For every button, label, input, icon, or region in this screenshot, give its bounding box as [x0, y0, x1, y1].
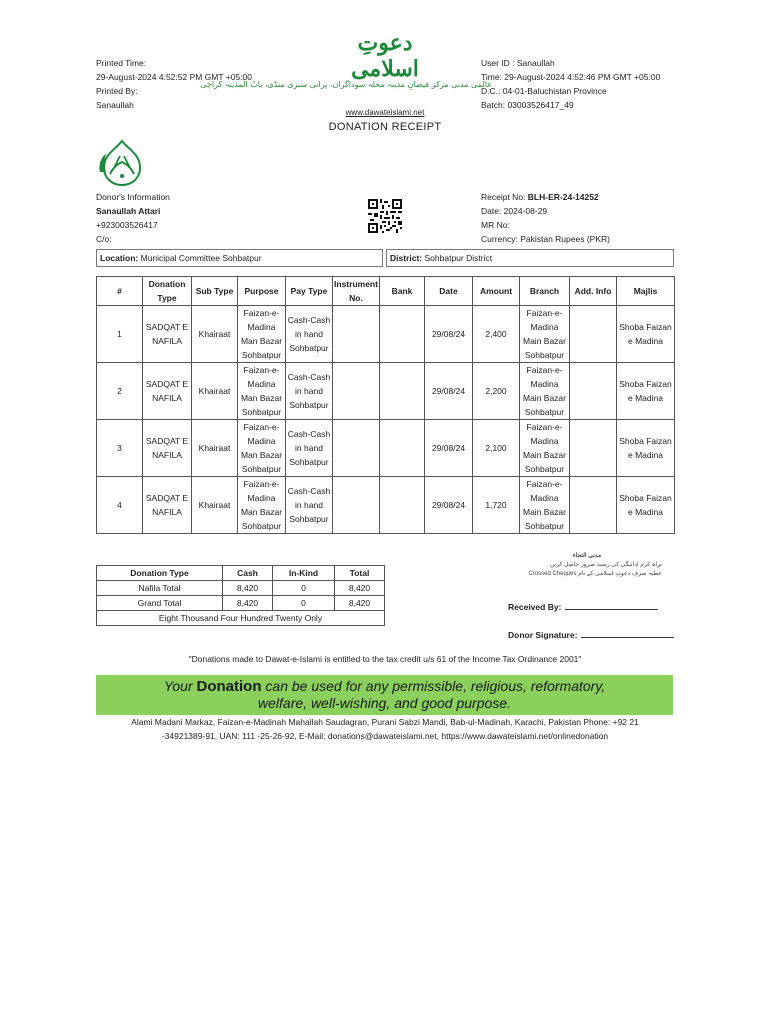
table-row	[97, 363, 675, 420]
donor-signature-label: Donor Signature:	[508, 630, 578, 640]
banner-line2: welfare, well-wishing, and good purpose.	[258, 695, 511, 711]
time: Time: 29-August-2024 4:52:46 PM GMT +05:00	[481, 72, 661, 82]
cell-date: 29/08/24	[425, 420, 473, 477]
receipt-no-label: Receipt No:	[481, 192, 526, 202]
cell-pay-type: Cash-Cash in hand Sohbatpur	[286, 306, 333, 363]
banner-donation: Donation	[196, 678, 262, 695]
website-link[interactable]: www.dawateislami.net	[345, 108, 425, 117]
column-header-pay-type: Pay Type	[286, 277, 333, 306]
currency: Currency: Pakistan Rupees (PKR)	[481, 234, 610, 244]
cell-donation-type: SADQAT E NAFILA	[143, 363, 192, 420]
summary-header-in-kind: In-Kind	[273, 566, 335, 581]
cell-sub-type: Khairaat	[192, 306, 238, 363]
summary-row	[97, 581, 385, 596]
cell-purpose: Faizan-e-Madina Man Bazar Sohbatpur	[238, 363, 286, 420]
district-box	[386, 249, 674, 267]
cell-add-info	[570, 306, 617, 363]
summary-cell-total: 8,420	[335, 596, 385, 611]
cell-pay-type: Cash-Cash in hand Sohbatpur	[286, 420, 333, 477]
summary-cell-donation-type: Grand Total	[97, 596, 223, 611]
cheque-note	[512, 552, 662, 579]
summary-row	[97, 596, 385, 611]
received-by-line	[565, 600, 658, 610]
table-header-row	[97, 277, 675, 306]
summary-table	[96, 565, 385, 626]
qr-code-icon	[368, 199, 402, 233]
cell-donation-type: SADQAT E NAFILA	[143, 477, 192, 534]
location-bar	[96, 249, 674, 267]
cell-index: 3	[97, 420, 143, 477]
cell-amount: 2,100	[473, 420, 520, 477]
cell-add-info	[570, 363, 617, 420]
footer-line1: Alami Madani Markaz, Faizan-e-Madinah Mahallah Saudagran, Purani Sabzi Mandi, Bab-ul-Madinah, Karachi, Pakistan Phone: +92 21	[131, 717, 639, 727]
donor-heading: Donor's Information	[96, 192, 170, 202]
donation-table	[96, 276, 675, 534]
cell-majlis: Shoba Faizan e Madina	[617, 420, 675, 477]
cheque-note-title: مدنی التجاء	[572, 553, 602, 559]
user-info	[481, 56, 741, 112]
amount-in-words-row	[97, 611, 385, 626]
banner-line1-rest: can be used for any permissible, religious, reformatory,	[265, 678, 606, 694]
summary-cell-cash: 8,420	[223, 581, 273, 596]
donor-co: C/o:	[96, 234, 112, 244]
cell-branch: Faizan-e-Madina Main Bazar Sohbatpur	[520, 477, 570, 534]
printed-by: Sanaullah	[96, 100, 134, 110]
urdu-address: عالمی مدنی مرکز فیضانِ مدینہ محلہ سوداگران، پرانی سبزی منڈی، بابُ المدینہ کراچی	[200, 80, 492, 89]
cell-branch: Faizan-e-Madina Main Bazar Sohbatpur	[520, 306, 570, 363]
summary-cell-total: 8,420	[335, 581, 385, 596]
cell-majlis: Shoba Faizan e Madina	[617, 477, 675, 534]
donor-info	[96, 190, 296, 246]
cell-amount: 2,200	[473, 363, 520, 420]
receipt-no-row	[481, 190, 721, 204]
column-header-index: #	[97, 277, 143, 306]
cell-branch: Faizan-e-Madina Main Bazar Sohbatpur	[520, 363, 570, 420]
location-label: Location:	[100, 253, 139, 263]
summary-cell-in-kind: 0	[273, 596, 335, 611]
cell-index: 2	[97, 363, 143, 420]
cheque-note-line1: براہ کرم ادائیگی کی رسید ضرور حاصل کریں	[549, 562, 662, 568]
dawateislami-logo-icon	[96, 138, 148, 188]
column-header-donation-type: Donation Type	[143, 277, 192, 306]
location-box	[96, 249, 383, 267]
cell-sub-type: Khairaat	[192, 420, 238, 477]
receipt-date: Date: 2024-08-29	[481, 206, 548, 216]
column-header-bank: Bank	[380, 277, 425, 306]
summary-header-donation-type: Donation Type	[97, 566, 223, 581]
summary-header-total: Total	[335, 566, 385, 581]
donor-name: Sanaullah Attari	[96, 206, 161, 216]
cell-majlis: Shoba Faizan e Madina	[617, 306, 675, 363]
cell-majlis: Shoba Faizan e Madina	[617, 363, 675, 420]
user-id: User ID : Sanaullah	[481, 58, 555, 68]
table-row	[97, 420, 675, 477]
donor-signature	[508, 628, 674, 640]
district-value: Sohbatpur District	[424, 253, 493, 263]
receipt-info	[481, 190, 721, 246]
page-title: DONATION RECEIPT	[328, 121, 442, 133]
cell-instrument-no	[333, 306, 380, 363]
cell-add-info	[570, 477, 617, 534]
cell-index: 4	[97, 477, 143, 534]
donor-signature-line	[581, 628, 674, 638]
cell-purpose: Faizan-e-Madina Man Bazar Sohbatpur	[238, 420, 286, 477]
column-header-purpose: Purpose	[238, 277, 286, 306]
table-row	[97, 477, 675, 534]
footer-line2: -34921389-91, UAN: 111 -25-26-92, E-Mail: donations@dawateislami.net, https://www.dawateislami.net/onlinedonation	[161, 731, 609, 741]
location-value: Municipal Committee Sohbatpur	[140, 253, 262, 263]
cell-instrument-no	[333, 363, 380, 420]
printed-time-label: Printed Time:	[96, 58, 147, 68]
summary-header-row	[97, 566, 385, 581]
cell-pay-type: Cash-Cash in hand Sohbatpur	[286, 363, 333, 420]
cell-branch: Faizan-e-Madina Main Bazar Sohbatpur	[520, 420, 570, 477]
cell-sub-type: Khairaat	[192, 363, 238, 420]
cell-add-info	[570, 420, 617, 477]
cell-index: 1	[97, 306, 143, 363]
cell-date: 29/08/24	[425, 477, 473, 534]
footer-address	[96, 715, 674, 743]
column-header-branch: Branch	[520, 277, 570, 306]
summary-cell-in-kind: 0	[273, 581, 335, 596]
cell-amount: 2,400	[473, 306, 520, 363]
banner-your: Your	[163, 678, 193, 694]
column-header-add-info: Add. Info	[570, 277, 617, 306]
column-header-sub-type: Sub Type	[192, 277, 238, 306]
receipt-no: BLH-ER-24-14252	[527, 192, 599, 202]
cell-sub-type: Khairaat	[192, 477, 238, 534]
cell-date: 29/08/24	[425, 363, 473, 420]
summary-cell-donation-type: Nafila Total	[97, 581, 223, 596]
column-header-amount: Amount	[473, 277, 520, 306]
cell-amount: 1,720	[473, 477, 520, 534]
cell-bank	[380, 420, 425, 477]
tax-credit-note: "Donations made to Dawat-e-Islami is entitled to the tax credit u/s 61 of the Income Tax Ordinance 2001"	[188, 654, 582, 664]
cell-date: 29/08/24	[425, 306, 473, 363]
donation-banner	[96, 675, 673, 715]
table-row	[97, 306, 675, 363]
column-header-majlis: Majlis	[617, 277, 675, 306]
cell-donation-type: SADQAT E NAFILA	[143, 306, 192, 363]
batch: Batch: 03003526417_49	[481, 100, 574, 110]
summary-header-cash: Cash	[223, 566, 273, 581]
cheque-note-line2: عطیہ صرف دعوتِ اسلامی کے نام Crossed Cheques	[528, 571, 662, 577]
received-by-label: Received By:	[508, 602, 562, 612]
column-header-instrument-no: Instrument No.	[333, 277, 380, 306]
cell-pay-type: Cash-Cash in hand Sohbatpur	[286, 477, 333, 534]
cell-donation-type: SADQAT E NAFILA	[143, 420, 192, 477]
cell-bank	[380, 306, 425, 363]
received-by	[508, 600, 658, 612]
column-header-date: Date	[425, 277, 473, 306]
summary-cell-cash: 8,420	[223, 596, 273, 611]
cell-instrument-no	[333, 420, 380, 477]
mr-no: MR No:	[481, 220, 510, 230]
urdu-title: دعوتِ اسلامی	[351, 30, 419, 82]
cell-bank	[380, 477, 425, 534]
cell-purpose: Faizan-e-Madina Man Bazar Sohbatpur	[238, 477, 286, 534]
cell-instrument-no	[333, 477, 380, 534]
district-label: District:	[390, 253, 423, 263]
cell-bank	[380, 363, 425, 420]
printed-time: 29-August-2024 4:52:52 PM GMT +05:00	[96, 72, 253, 82]
donor-phone: +923003526417	[96, 220, 158, 230]
amount-in-words: Eight Thousand Four Hundred Twenty Only	[97, 611, 385, 626]
banner-line1	[96, 678, 673, 695]
printed-by-label: Printed By:	[96, 86, 138, 96]
dc: D.C.: 04-01-Baluchistan Province	[481, 86, 607, 96]
cell-purpose: Faizan-e-Madina Man Bazar Sohbatpur	[238, 306, 286, 363]
